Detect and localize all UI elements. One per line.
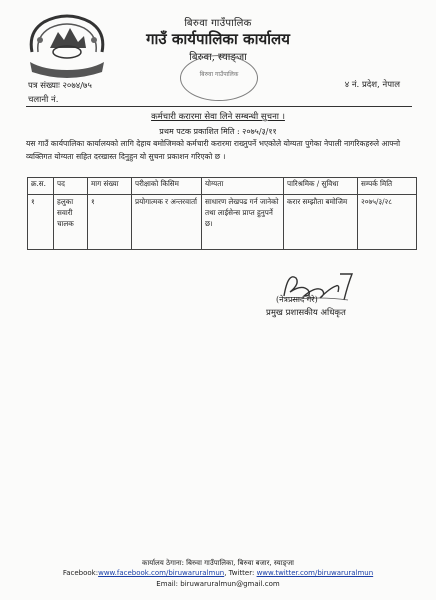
signatory-title: प्रमुख प्रशासकीय अधिकृत xyxy=(266,308,346,318)
notice-body: यस गाउँ कार्यपालिका कार्यालयको लागि देहाय बमोजिमको कर्मचारी करारमा राख्नुपर्ने भएकोले योग्यता पुगेका नेपाली नागरिकहरुले आफ्नो व्यक्तिगत योग्यता सहित दरखास्त दिनुहुन यो सुचना प्रकाशन गरिएको छ । xyxy=(26,139,401,161)
header-divider xyxy=(26,106,412,107)
cell-post: हलुका सवारी चालक xyxy=(54,195,88,250)
dispatch-number: चलानी नं. xyxy=(28,95,59,105)
vacancy-table xyxy=(27,177,417,250)
col-header-qualification: योग्यता xyxy=(202,178,284,195)
footer-address: कार्यालय ठेगाना: बिरुवा गाउँपालिका, बिरुवा बजार, स्याङ्जा xyxy=(141,559,294,567)
twitter-link[interactable]: www.twitter.com/biruwaruralmun xyxy=(256,569,374,577)
cell-sn: १ xyxy=(28,195,54,250)
table-row xyxy=(28,195,417,250)
table-header-row xyxy=(28,178,417,195)
office-address: बिरुवा, स्याङ्जा xyxy=(189,52,247,63)
email-link[interactable]: biruwaruralmun@gmail.com xyxy=(180,580,280,588)
cell-qualification: साधारण लेखपढ गर्न जानेको तथा लाईसेन्स प्राप्त हुनुपर्ने छ। xyxy=(202,195,284,250)
signatory-name: (नेत्रप्रसाद गैरे) xyxy=(276,295,318,304)
province-label: ४ नं. प्रदेश, नेपाल xyxy=(344,80,400,90)
office-seal xyxy=(180,55,258,101)
facebook-label: Facebook: xyxy=(62,569,99,577)
col-header-contact-date: सम्पर्क मिति xyxy=(358,178,417,195)
cell-contact-date: २०७५/३/२८ xyxy=(358,195,417,250)
office-title: गाउँ कार्यपालिका कार्यालय xyxy=(146,30,290,48)
facebook-link[interactable]: www.facebook.com/biruwaruralmun xyxy=(98,569,225,577)
email-label: Email: xyxy=(156,580,181,588)
twitter-label: , Twitter: xyxy=(224,569,257,577)
cell-remuneration: करार सम्झौता बमोजिम xyxy=(284,195,358,250)
col-header-demand: माग संख्या xyxy=(88,178,132,195)
footer-social xyxy=(0,569,436,577)
col-header-remuneration: पारिश्रमिक / सुविधा xyxy=(284,178,358,195)
col-header-post: पद xyxy=(54,178,88,195)
col-header-sn: क्र.स. xyxy=(28,178,54,195)
footer-email xyxy=(0,580,436,588)
letter-number: पत्र संख्याः २०७४/७५ xyxy=(28,81,92,91)
cell-exam-type: प्रयोगात्मक र अन्तरवार्ता xyxy=(132,195,202,250)
col-header-exam-type: परीक्षाको किसिम xyxy=(132,178,202,195)
seal-text: बिरुवा गाउँपालिक xyxy=(199,71,239,78)
notice-subject: कर्मचारी करारमा सेवा लिने सम्बन्धी सुचना । xyxy=(151,112,285,122)
cell-demand: १ xyxy=(88,195,132,250)
municipality-name: बिरुवा गाउँपालिक xyxy=(184,18,252,29)
publish-date: प्रथम पटक प्रकाशित मिति : २०७५/३/११ xyxy=(159,127,277,136)
